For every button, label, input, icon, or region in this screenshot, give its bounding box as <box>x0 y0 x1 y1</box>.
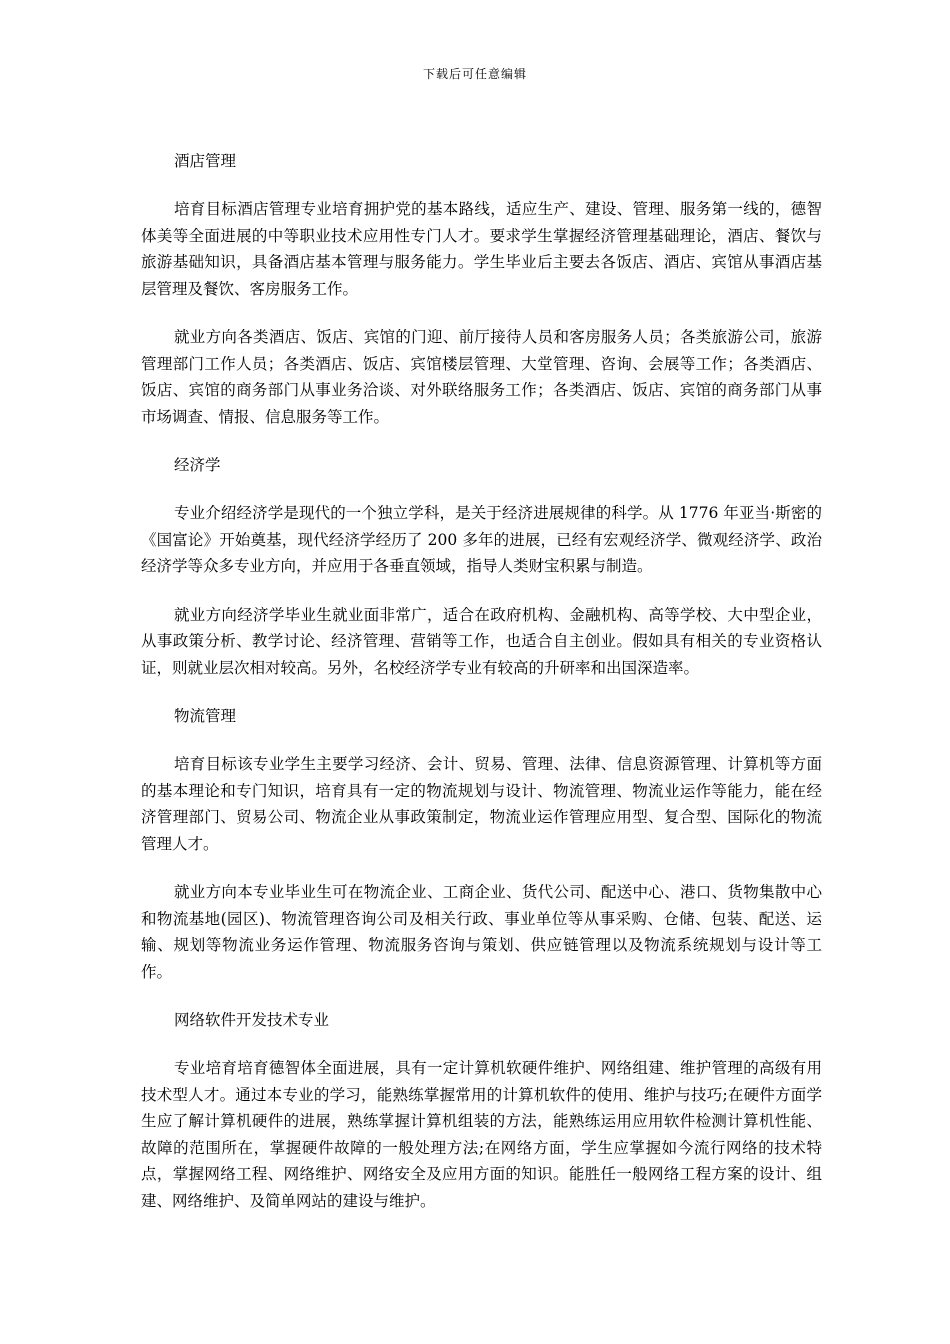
economics-career-direction: 就业方向经济学毕业生就业面非常广，适合在政府机构、金融机构、高等学校、大中型企业，从事政策分析、教学讨论、经济管理、营销等工作，也适合自主创业。假如具有相关的专业资格认证，则就业层次相对较高。另外，名校经济学专业有较高的升研率和出国深造率。 <box>141 605 822 677</box>
section-heading-economics: 经济学 <box>174 456 221 474</box>
section-heading-network-software: 网络软件开发技术专业 <box>174 1011 330 1029</box>
economics-introduction: 专业介绍经济学是现代的一个独立学科，是关于经济进展规律的科学。从 1776 年亚当·斯密的《国富论》开始奠基，现代经济学经历了 200 多年的进展，已经有宏观经济学、微观经济学、政治经济学等众多专业方向，并应用于各垂直领域，指导人类财宝积累与制造。 <box>141 504 822 575</box>
page-header: 下载后可任意编辑 <box>422 67 527 81</box>
section-heading-logistics-management: 物流管理 <box>174 707 237 725</box>
hotel-management-training-goal: 培育目标酒店管理专业培育拥护党的基本路线，适应生产、建设、管理、服务第一线的，德智体美等全面进展的中等职业技术应用性专门人才。要求学生掌握经济管理基础理论，酒店、餐饮与旅游基础知识，具备酒店基本管理与服务能力。学生毕业后主要去各饭店、酒店、宾馆从事酒店基层管理及餐饮、客房服务工作。 <box>141 200 822 298</box>
hotel-management-career-direction: 就业方向各类酒店、饭店、宾馆的门迎、前厅接待人员和客房服务人员；各类旅游公司，旅游管理部门工作人员；各类酒店、饭店、宾馆楼层管理、大堂管理、咨询、会展等工作；各类酒店、饭店、宾馆的商务部门从事业务洽谈、对外联络服务工作；各类酒店、饭店、宾馆的商务部门从事市场调查、情报、信息服务等工作。 <box>141 328 822 426</box>
logistics-training-goal: 培育目标该专业学生主要学习经济、会计、贸易、管理、法律、信息资源管理、计算机等方面的基本理论和专门知识，培育具有一定的物流规划与设计、物流管理、物流业运作等能力，能在经济管理部门、贸易公司、物流企业从事政策制定，物流业运作管理应用型、复合型、国际化的物流管理人才。 <box>141 755 822 853</box>
logistics-career-direction: 就业方向本专业毕业生可在物流企业、工商企业、货代公司、配送中心、港口、货物集散中心和物流基地(园区)、物流管理咨询公司及相关行政、事业单位等从事采购、仓储、包装、配送、运输、规划等物流业务运作管理、物流服务咨询与策划、供应链管理以及物流系统规划与设计等工作。 <box>141 883 822 981</box>
section-heading-hotel-management: 酒店管理 <box>174 152 237 170</box>
document-body <box>141 148 822 1236</box>
network-software-training: 专业培育培育德智体全面进展，具有一定计算机软硬件维护、网络组建、维护管理的高级有用技术型人才。通过本专业的学习，能熟练掌握常用的计算机软件的使用、维护与技巧;在硬件方面学生应了解计算机硬件的进展，熟练掌握计算机组装的方法，能熟练运用应用软件检测计算机性能、故障的范围所在，掌握硬件故障的一般处理方法;在网络方面，学生应掌握如今流行网络的技术特点，掌握网络工程、网络维护、网络安全及应用方面的知识。能胜任一般网络工程方案的设计、组建、网络维护、及简单网站的建设与维护。 <box>141 1059 822 1210</box>
